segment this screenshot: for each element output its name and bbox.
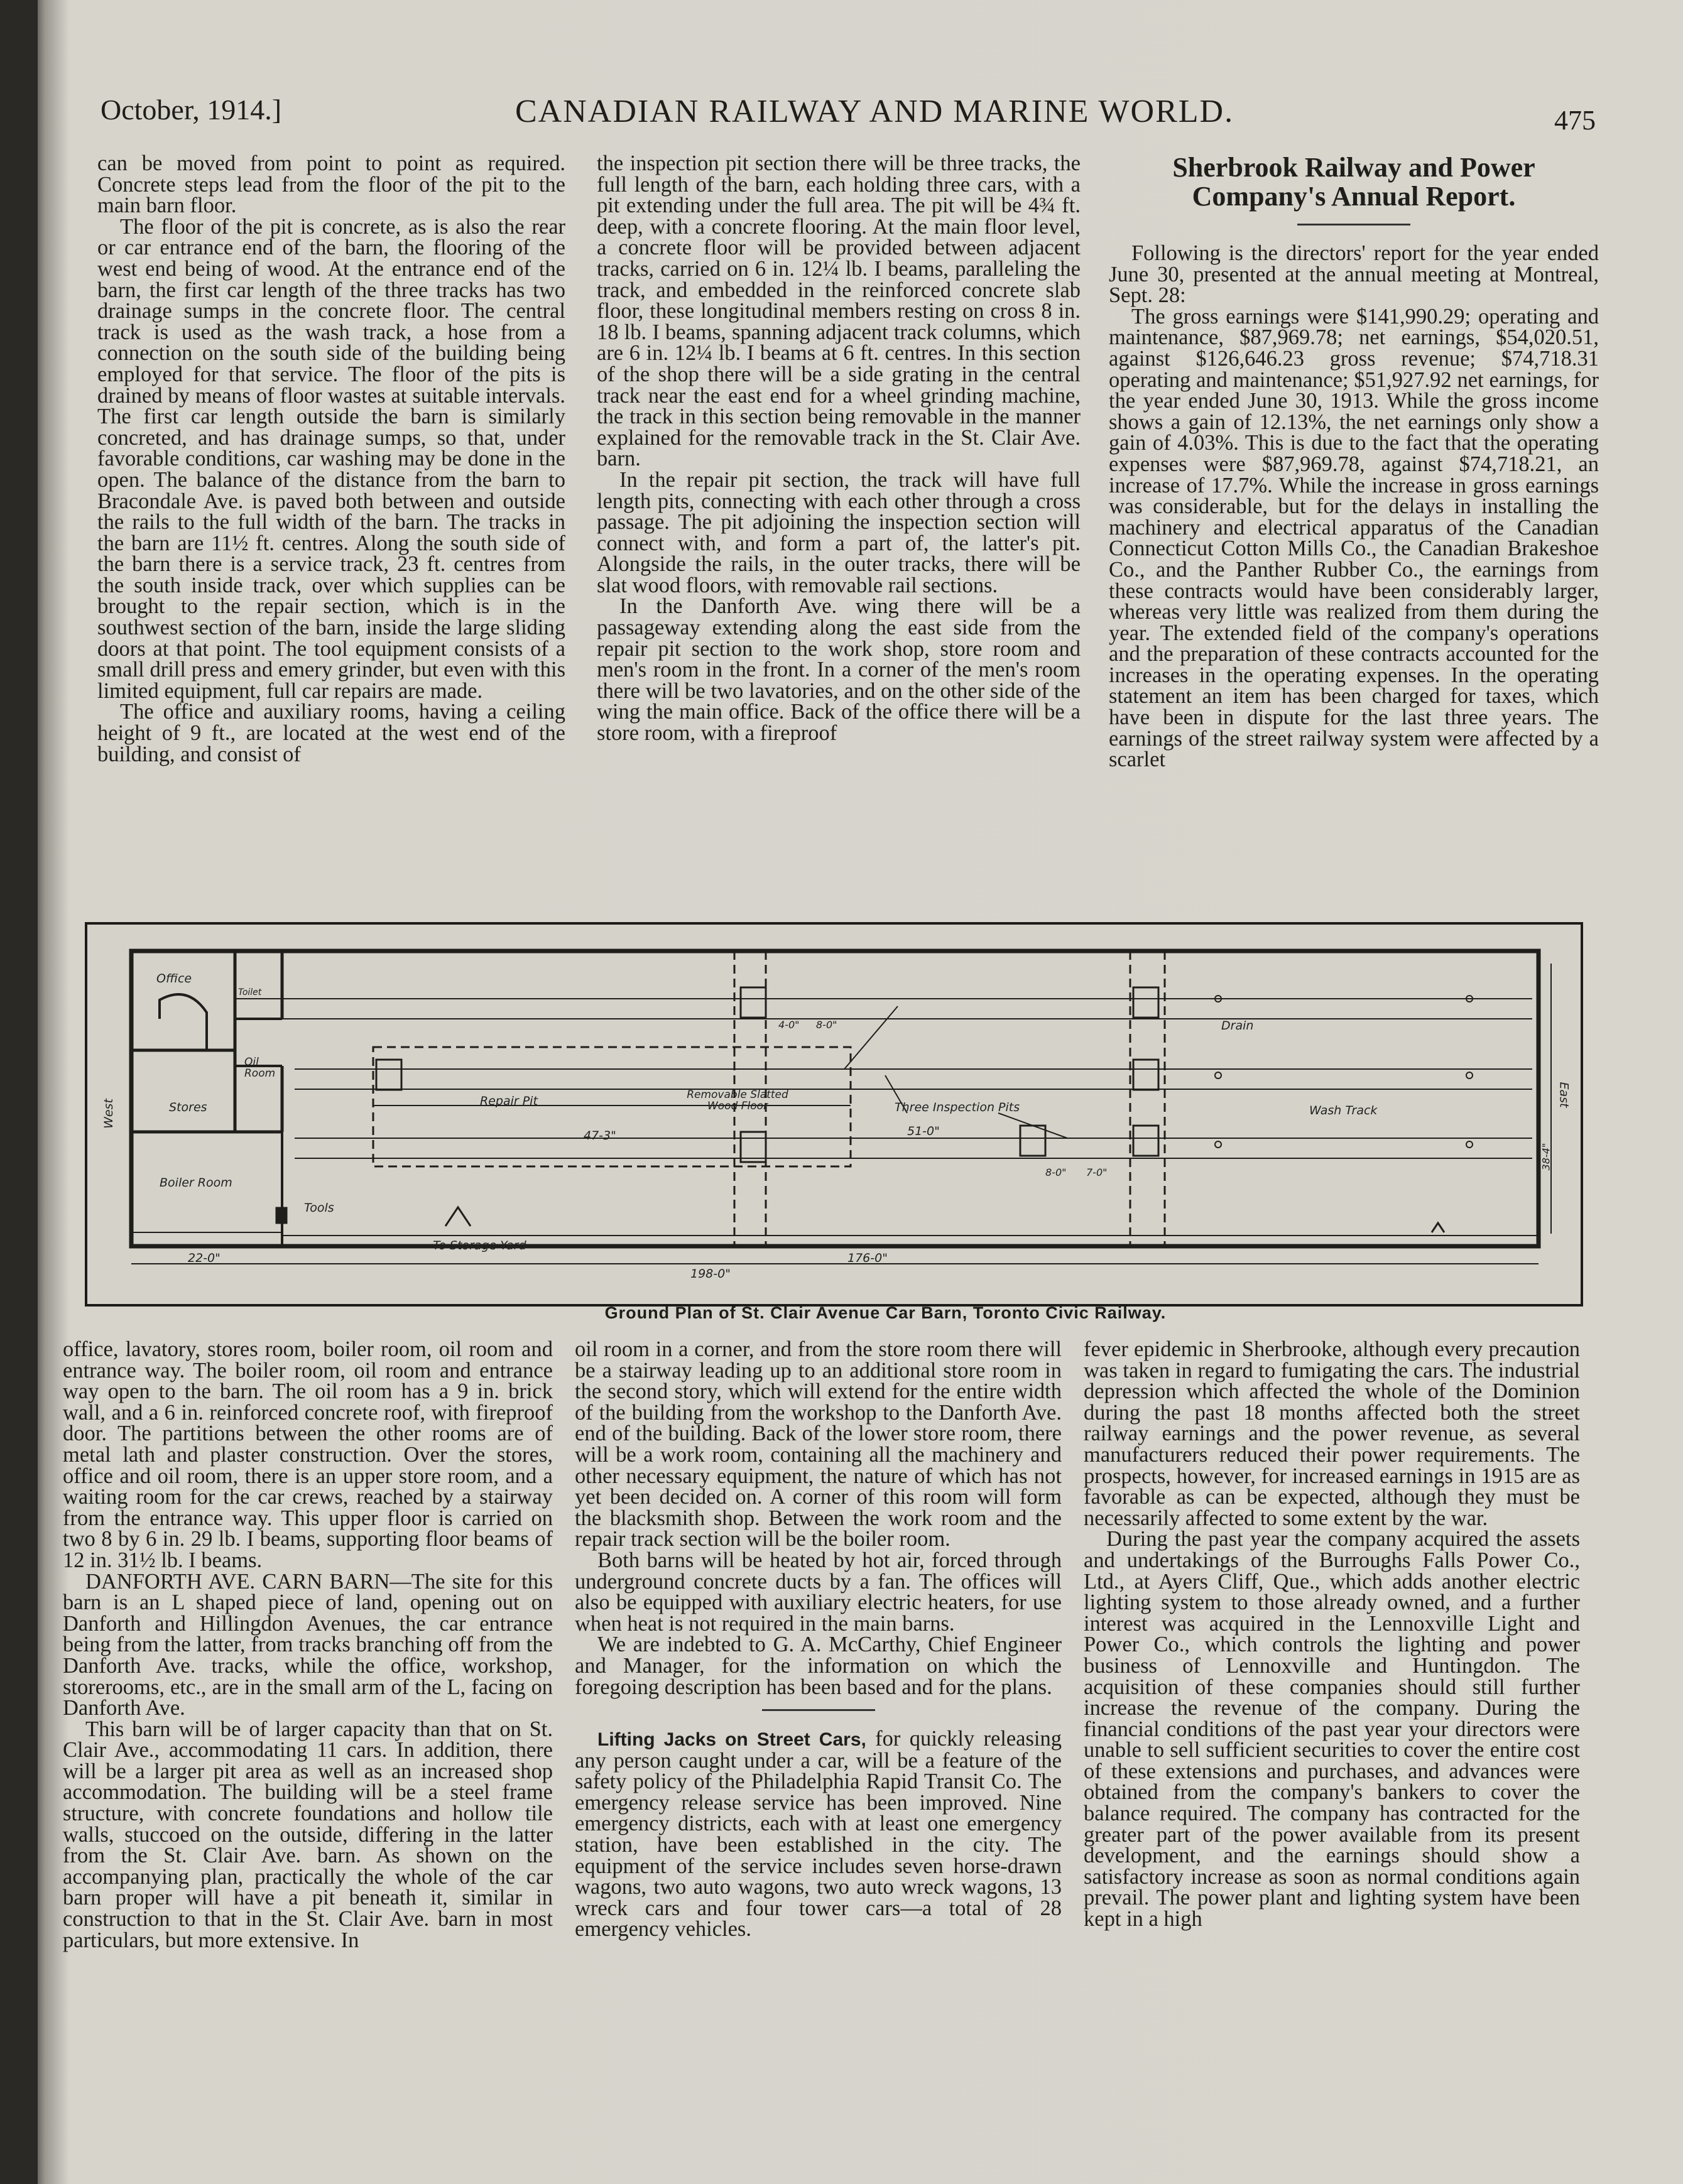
- paragraph: can be moved from point to point as required. Concrete steps lead from the floor of the pit to the main barn floor.: [97, 151, 565, 218]
- paragraph: The office and auxiliary rooms, having a ceiling height of 9 ft., are located at the west end of the building, and consist of: [97, 700, 565, 766]
- label-east: East: [1557, 1082, 1571, 1108]
- paragraph: the inspection pit section there will be three tracks, the full length of the barn, each holding three cars, with a pit extending under the full area. The pit will be 4¾ ft. deep, with a concrete flooring. At the main floor level, a concrete floor will be provided between adjacent tracks, carried on 6 in. 12¼ lb. I beams, paralleling the track, and embedded in the reinforced concrete slab floor, these longitudinal members resting on cross 8 in. 18 lb. I beams, spanning adjacent track columns, which are 6 in. 12¼ lb. I beams at 6 ft. centres. In this section of the shop there will be a side grating in the central track near the east end for a wheel grinding machine, the track in this section being removable in the manner explained for the removable track in the St. Clair Ave. barn.: [597, 151, 1081, 471]
- label-stores: Stores: [169, 1100, 207, 1114]
- paragraph: Following is the directors' report for the year ended June 30, presented at the annual meeting at Montreal, Sept. 28:: [1109, 241, 1599, 308]
- pit-steps: [741, 1132, 766, 1162]
- paragraph: In the Danforth Ave. wing there will be a passageway extending along the east side from the repair pit section to the work shop, store room and men's room in the front. In a corner of the men's room there will be two lavatories, and on the other side of the wing the main office. Back of the office there will be a store room, with a fireproof: [597, 594, 1081, 746]
- pit-steps: [1133, 1060, 1158, 1090]
- building-outline: [131, 951, 1539, 1246]
- label-tools: Tools: [304, 1201, 334, 1215]
- label-toilet: Toilet: [238, 987, 262, 997]
- dimension-198ft: 198-0": [690, 1267, 731, 1281]
- paragraph: Both barns will be heated by hot air, forced through underground concrete ducts by a fan. The offices will also be equipped with auxiliary electric heaters, for use when heat is not required in the main barns.: [575, 1548, 1062, 1636]
- drain: [1215, 1141, 1221, 1148]
- paragraph: [575, 1729, 1062, 1940]
- dimension-22ft: 22-0": [188, 1251, 221, 1265]
- lifting-jacks-title: Lifting Jacks on Street Cars,: [597, 1729, 866, 1751]
- label-drain: Drain: [1221, 1019, 1254, 1033]
- drain: [1466, 1141, 1473, 1148]
- article-heading: Sherbrook Railway and Power Company's Annual Report.: [1172, 152, 1535, 212]
- figure-caption: [0, 1303, 1683, 1323]
- dimension-176ft: 176-0": [847, 1251, 888, 1265]
- book-gutter: [0, 0, 38, 2184]
- drain: [1466, 1072, 1473, 1078]
- paragraph: fever epidemic in Sherbrooke, although every precaution was taken in regard to fumigating the cars. The industrial depression which affected the whole of the Dominion during the past 18 months affected both the street railway earnings and the power revenue, as several manufacturers reduced their power requirements. The prospects, however, for increased earnings in 1915 are as favorable as can be expected, although they must be necessarily affected to some extent by the war.: [1084, 1337, 1580, 1530]
- paragraph: During the past year the company acquired the assets and undertakings of the Burroughs Falls Power Co., Ltd., at Ayers Cliff, Que., which adds another electric lighting system to those already owned, and a further interest was acquired in the Lennoxville Light and Power Co., which controls the lighting and power business of Lennoxville and Huntingdon. The acquisition of these companies should still further increase the revenue of the company. During the financial conditions of the past year your directors were unable to sell sufficient securities to cover the entire cost of these extensions and purchases, and advances were obtained from the company's bankers to cover the balance required. The company has contracted for the greater part of the power available from its present development, and the earnings should show a satisfactory increase as soon as normal conditions again prevail. The power plant and lighting system have been kept in a high: [1084, 1527, 1580, 1931]
- column-2: [597, 153, 1081, 744]
- chimney: [276, 1207, 287, 1224]
- label-inspection-pits: Three Inspection Pits: [895, 1100, 1020, 1114]
- ground-plan-figure: [85, 922, 1583, 1307]
- dimension-7ft: 7-0": [1086, 1166, 1108, 1178]
- pit-steps: [1133, 987, 1158, 1018]
- label-boiler-room: Boiler Room: [160, 1176, 232, 1190]
- label-oil-room: Oil Room: [244, 1056, 276, 1080]
- paragraph: The gross earnings were $141,990.29; operating and maintenance, $87,969.78; net earnings, $54,020.51, against $126,646.23 gross revenue; $74,718.31 operating and maintenance; $51,927.92 net earnings, for the year ended June 30, 1913. While the gross income shows a gain of 12.13%, the net earnings only show a gain of 4.03%. This is due to the fact that the operating expenses were $87,969.78, against $74,718.21, an increase of 17.7%. While the increase in gross earnings was considerable, but for the delays in installing the machinery and electrical apparatus of the Canadian Connecticut Cotton Mills Co., the Canadian Brakeshoe Co., and the Panther Rubber Co., the earnings from these contracts would have been considerably larger, whereas very little was realized from them during the year. The extended field of the company's operations and the preparation of these contracts accounted for the increases in the operating expenses. In the operating statement an item has been charged for taxes, which have been in dispute for the last three years. The earnings of the street railway system were affected by a scarlet: [1109, 304, 1599, 772]
- label-storage-yard: To Storage Yard: [433, 1239, 526, 1252]
- column-4: [63, 1339, 553, 1951]
- dimension-8ft-b: 8-0": [1045, 1166, 1067, 1178]
- label-office: Office: [156, 972, 192, 986]
- running-header: [101, 93, 1602, 143]
- section-rule: [762, 1709, 875, 1711]
- dimension-8ft-a: 8-0": [816, 1019, 837, 1031]
- leader-line: [998, 1113, 1067, 1138]
- column-6: [1084, 1339, 1580, 1930]
- paragraph: oil room in a corner, and from the store room there will be a stairway leading up to an additional store room in the second story, which will extend for the entire width of the building from the workshop to the Danforth Ave. end of the building. Back of the lower store room, there will be a work room, containing all the machinery and other necessary equipment, the nature of which has not yet been decided on. A corner of this room will form the blacksmith shop. Between the work room and the repair track section will be the boiler room.: [575, 1337, 1062, 1551]
- journal-title: CANADIAN RAILWAY AND MARINE WORLD.: [515, 94, 1234, 129]
- paragraph: office, lavatory, stores room, boiler room, oil room and entrance way. The boiler room, oil room and entrance way open to the barn. The oil room has a 9 in. brick wall, and a 6 in. reinforced concrete roof, with fireproof door. The partitions between the other rooms are of metal lath and plaster construction. Over the stores, office and oil room, there is an upper store room, and a waiting room for the car crews, reached by a stairway from the entrance way. This upper floor is carried on two 8 by 6 in. 29 lb. I beams, supporting floor beams of 12 in. 31½ lb. I beams.: [63, 1337, 553, 1572]
- label-repair-pit: Repair Pit: [480, 1094, 538, 1108]
- header-date: October, 1914.]: [101, 94, 282, 126]
- label-west: West: [101, 1099, 116, 1129]
- dimension-47ft: 47-3": [584, 1129, 616, 1143]
- pit-steps: [376, 1060, 401, 1090]
- paragraph: DANFORTH AVE. CARN BARN—The site for this barn is an L shaped piece of land, opening out on Danforth and Hillingdon Avenues, the car entrance being from the latter, from tracks branching off from the Danforth Ave. tracks, while the office, workshop, storerooms, etc., are in the small arm of the L, facing on Danforth Ave.: [63, 1569, 553, 1720]
- stair: [160, 994, 207, 1050]
- dimension-38ft: 38-4": [1540, 1143, 1552, 1171]
- label-removable-floor: Removable Slatted Wood Floor: [687, 1089, 788, 1112]
- column-5: [575, 1339, 1062, 1940]
- heading-rule: [1297, 224, 1410, 225]
- lifting-jacks-text: for quickly releasing any person caught under a car, will be a feature of the safety policy of the Philadelphia Rapid Transit Co. The emergency release service has been improved. Nine emergency districts, each with at least one emergency station, have been established in the city. The equipment of the service includes seven horse-drawn wagons, two auto wagons, two auto wreck wagons, 13 wreck cars and four tower cars—a total of 28 emergency vehicles.: [575, 1727, 1062, 1942]
- door: [1432, 1223, 1444, 1232]
- paragraph: We are indebted to G. A. McCarthy, Chief Engineer and Manager, for the information on which the foregoing description has been based and for the plans.: [575, 1633, 1062, 1699]
- pit-steps: [741, 987, 766, 1018]
- pit-steps: [1133, 1126, 1158, 1156]
- dimension-4ft: 4-0": [778, 1019, 800, 1031]
- pit-steps: [1020, 1126, 1045, 1156]
- dimension-51ft: 51-0": [907, 1124, 940, 1138]
- label-wash-track: Wash Track: [1309, 1104, 1378, 1117]
- column-1: [97, 153, 565, 765]
- leader-line: [844, 1006, 898, 1069]
- paragraph: This barn will be of larger capacity than that on St. Clair Ave., accommodating 11 cars. In addition, there will be a larger pit area as well as an increased shop accommodation. The building will be a steel frame structure, with concrete foundations and hollow tile walls, stuccoed on the outside, differing in the latter from the St. Clair Ave. barn. As shown on the accompanying plan, practically the whole of the car barn proper will have a pit beneath it, similar in construction to that in the St. Clair Ave. barn in most particulars, but more extensive. In: [63, 1717, 553, 1952]
- figure-caption-text: Ground Plan of St. Clair Avenue Car Barn, Toronto Civic Railway.: [604, 1303, 1167, 1322]
- paragraph: In the repair pit section, the track will have full length pits, connecting with each other through a cross passage. The pit adjoining the inspection section will connect with, and form a part of, the latter's pit. Alongside the rails, in the outer tracks, there will be slat wood floors, with removable rail sections.: [597, 467, 1081, 597]
- door: [445, 1207, 471, 1226]
- page-number: 475: [1554, 105, 1596, 136]
- drain: [1215, 1072, 1221, 1078]
- paragraph: The floor of the pit is concrete, as is also the rear or car entrance end of the barn, the flooring of the west end being of wood. At the entrance end of the barn, the first car length of the three tracks has two drainage sumps in the concrete floor. The central track is used as the wash track, a hose from a connection on the south side of the building being employed for that service. The floor of the pits is drained by means of floor wastes at suitable intervals. The first car length outside the barn is similarly concreted, and has drainage sumps, so that, under favorable conditions, car washing may be done in the open. The balance of the distance from the barn to Bracondale Ave. is paved both between and outside the rails to the full width of the barn. The tracks in the barn are 11½ ft. centres. Along the south side of the barn there is a service track, 23 ft. centres from the south inside track, over which supplies can be brought to the repair section, which is in the southwest section of the barn, inside the large sliding doors at that point. The tool equipment consists of a small drill press and emery grinder, but even with this limited equipment, full car repairs are made.: [97, 214, 565, 703]
- column-3: [1109, 153, 1599, 771]
